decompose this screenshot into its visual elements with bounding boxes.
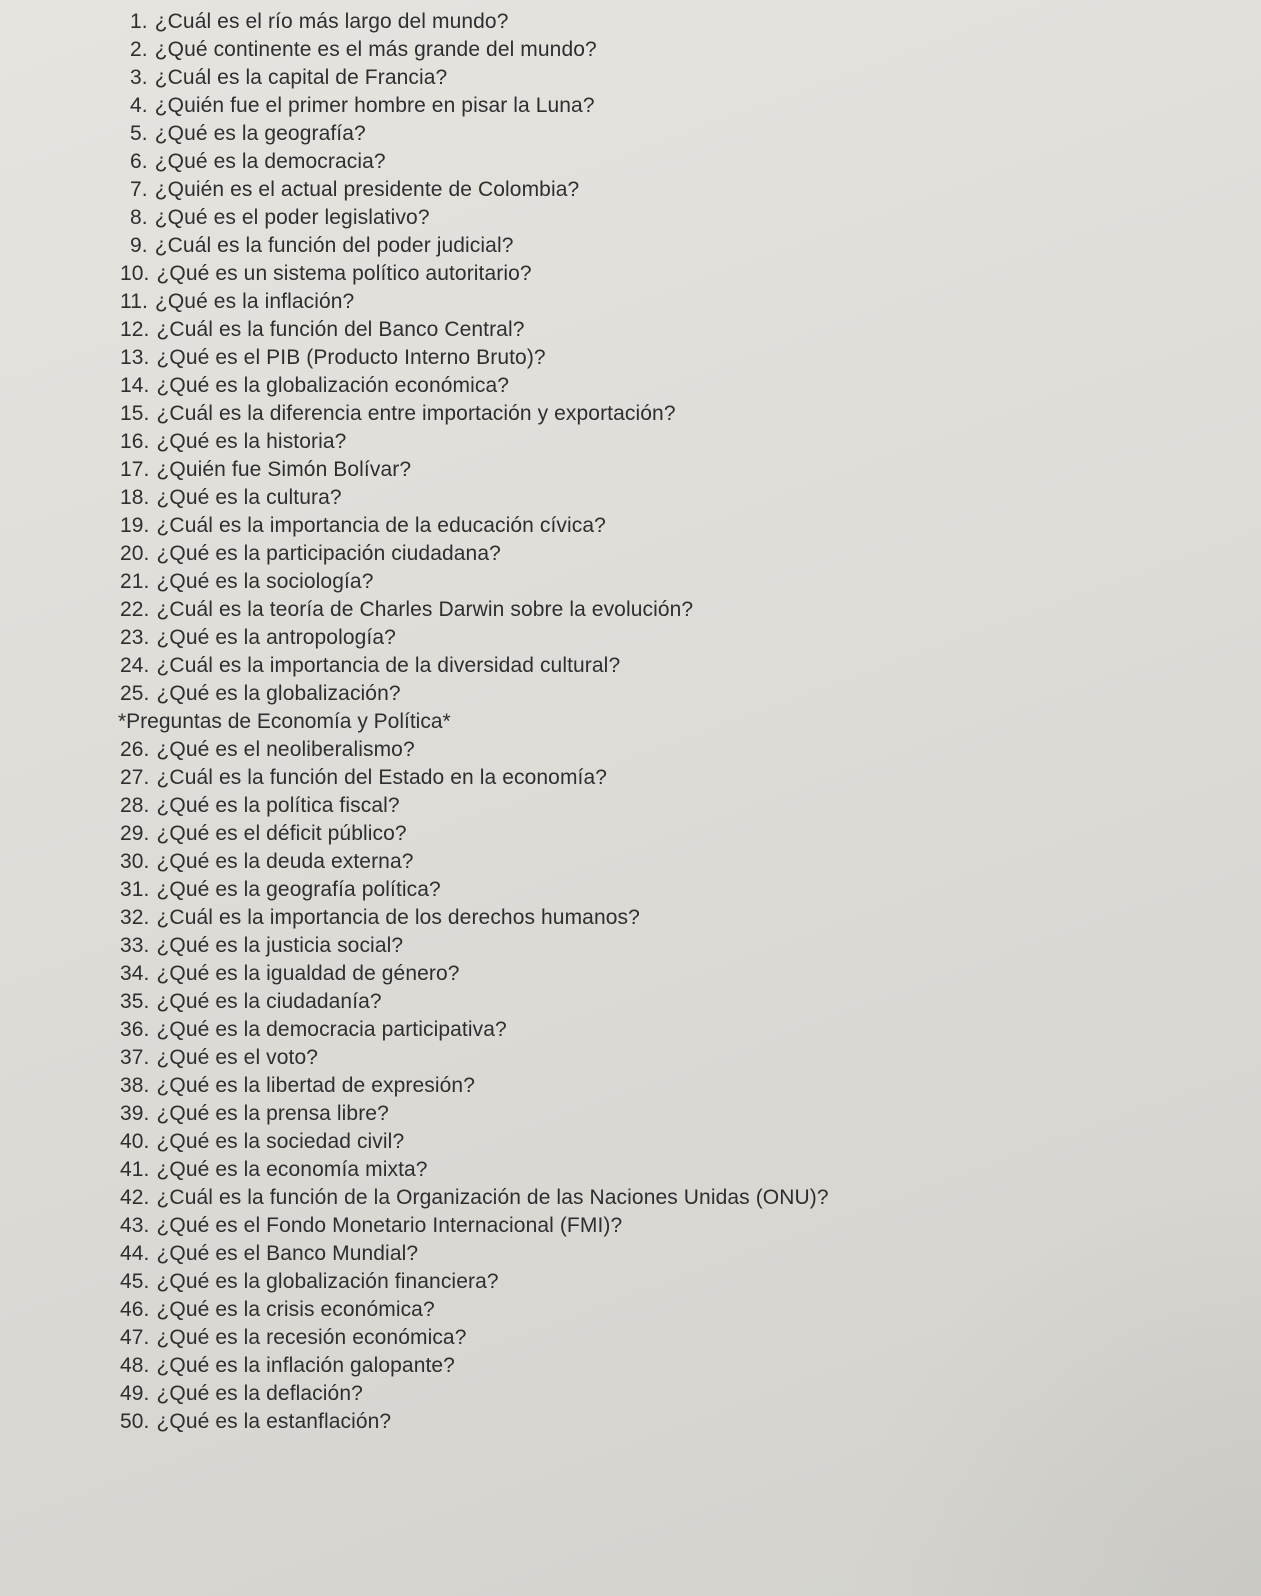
section-heading: *Preguntas de Economía y Política* <box>118 710 451 733</box>
question-item: 24. ¿Cuál es la importancia de la diversidad cultural? <box>120 654 621 677</box>
question-item: 49. ¿Qué es la deflación? <box>120 1382 363 1405</box>
question-item: 12. ¿Cuál es la función del Banco Central? <box>120 318 525 341</box>
question-item: 9. ¿Cuál es la función del poder judicial? <box>130 234 514 257</box>
question-item: 13. ¿Qué es el PIB (Producto Interno Bruto)? <box>120 346 546 369</box>
question-item: 41. ¿Qué es la economía mixta? <box>120 1158 428 1181</box>
question-item: 17. ¿Quién fue Simón Bolívar? <box>120 458 412 481</box>
question-item: 5. ¿Qué es la geografía? <box>130 122 366 145</box>
question-item: 39. ¿Qué es la prensa libre? <box>120 1102 389 1125</box>
question-item: 15. ¿Cuál es la diferencia entre importación y exportación? <box>120 402 676 425</box>
question-item: 4. ¿Quién fue el primer hombre en pisar la Luna? <box>130 94 595 117</box>
question-item: 29. ¿Qué es el déficit público? <box>120 822 407 845</box>
question-item: 28. ¿Qué es la política fiscal? <box>120 794 400 817</box>
question-item: 37. ¿Qué es el voto? <box>120 1046 319 1069</box>
question-item: 27. ¿Cuál es la función del Estado en la economía? <box>120 766 608 789</box>
question-item: 25. ¿Qué es la globalización? <box>120 682 401 705</box>
question-item: 43. ¿Qué es el Fondo Monetario Internacional (FMI)? <box>120 1214 623 1237</box>
question-item: 35. ¿Qué es la ciudadanía? <box>120 990 382 1013</box>
question-item: 48. ¿Qué es la inflación galopante? <box>120 1354 455 1377</box>
question-item: 42. ¿Cuál es la función de la Organización de las Naciones Unidas (ONU)? <box>120 1186 829 1209</box>
question-item: 20. ¿Qué es la participación ciudadana? <box>120 542 501 565</box>
question-item: 34. ¿Qué es la igualdad de género? <box>120 962 460 985</box>
question-item: 16. ¿Qué es la historia? <box>120 430 347 453</box>
question-item: 6. ¿Qué es la democracia? <box>130 150 386 173</box>
question-item: 50. ¿Qué es la estanflación? <box>120 1410 392 1433</box>
question-item: 31. ¿Qué es la geografía política? <box>120 878 441 901</box>
question-item: 23. ¿Qué es la antropología? <box>120 626 396 649</box>
question-item: 33. ¿Qué es la justicia social? <box>120 934 404 957</box>
question-item: 30. ¿Qué es la deuda externa? <box>120 850 414 873</box>
question-item: 36. ¿Qué es la democracia participativa? <box>120 1018 507 1041</box>
question-item: 7. ¿Quién es el actual presidente de Colombia? <box>130 178 580 201</box>
page-shadow <box>841 1176 1261 1596</box>
question-item: 44. ¿Qué es el Banco Mundial? <box>120 1242 419 1265</box>
question-item: 46. ¿Qué es la crisis económica? <box>120 1298 435 1321</box>
question-item: 45. ¿Qué es la globalización financiera? <box>120 1270 499 1293</box>
question-item: 38. ¿Qué es la libertad de expresión? <box>120 1074 475 1097</box>
question-item: 22. ¿Cuál es la teoría de Charles Darwin sobre la evolución? <box>120 598 694 621</box>
question-item: 18. ¿Qué es la cultura? <box>120 486 342 509</box>
question-item: 10. ¿Qué es un sistema político autoritario? <box>120 262 532 285</box>
question-item: 21. ¿Qué es la sociología? <box>120 570 374 593</box>
question-item: 2. ¿Qué continente es el más grande del mundo? <box>130 38 597 61</box>
question-item: 40. ¿Qué es la sociedad civil? <box>120 1130 405 1153</box>
question-item: 8. ¿Qué es el poder legislativo? <box>130 206 430 229</box>
question-item: 1. ¿Cuál es el río más largo del mundo? <box>130 10 509 33</box>
question-item: 26. ¿Qué es el neoliberalismo? <box>120 738 415 761</box>
question-item: 32. ¿Cuál es la importancia de los derechos humanos? <box>120 906 640 929</box>
question-item: 47. ¿Qué es la recesión económica? <box>120 1326 467 1349</box>
question-item: 11. ¿Qué es la inflación? <box>120 290 355 313</box>
question-item: 14. ¿Qué es la globalización económica? <box>120 374 510 397</box>
question-item: 3. ¿Cuál es la capital de Francia? <box>130 66 448 89</box>
question-item: 19. ¿Cuál es la importancia de la educación cívica? <box>120 514 606 537</box>
